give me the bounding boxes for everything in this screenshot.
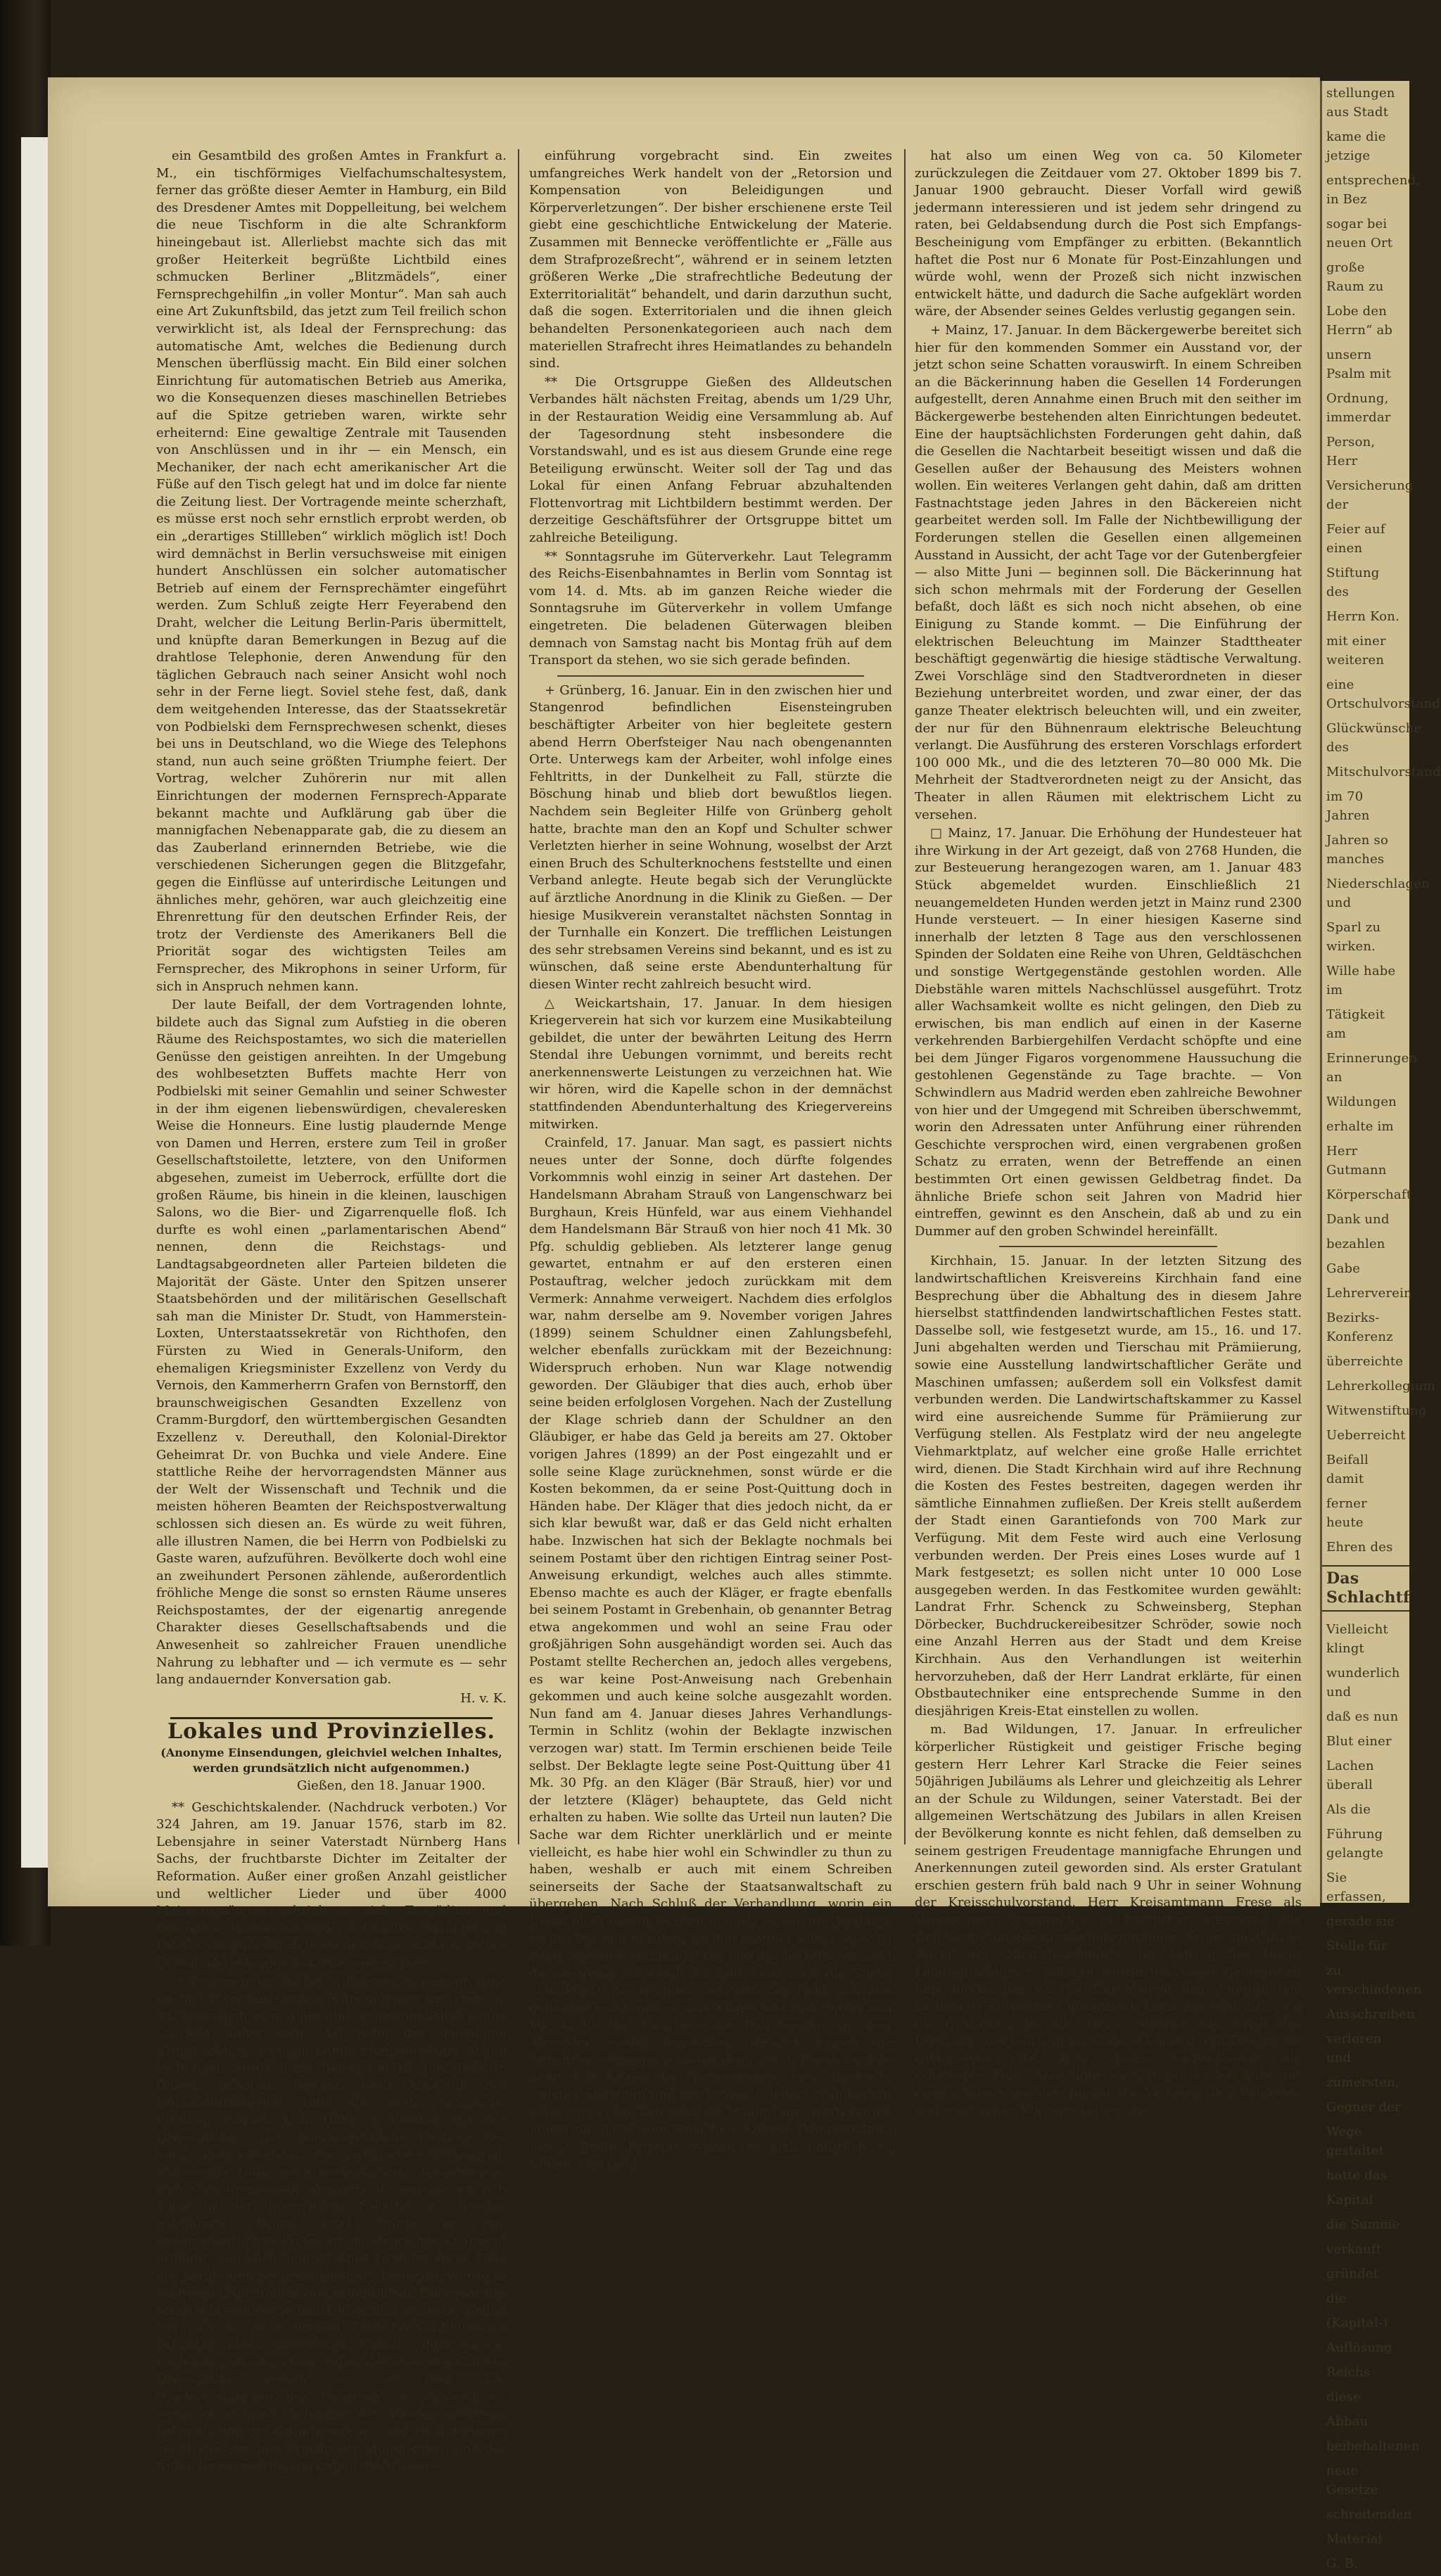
text-column-2 bbox=[529, 148, 892, 2172]
facing-page-line: Blut einer bbox=[1326, 1734, 1392, 1749]
facing-page-text-bottom bbox=[1322, 1617, 1422, 2576]
facing-page-line: die Summe bbox=[1326, 2217, 1400, 2232]
facing-page-line: Niederschlagen und bbox=[1326, 876, 1430, 910]
article-paragraph: □ Mainz, 17. Januar. Die Erhöhung der Hundesteuer hat ihre Wirkung in der Art gezeigt, daß von 2768 Hunden, die zur Besteuerung herangezogen waren, am 1. Januar 483 Stück abgemeldet wurden. Einschließlich 21 neuangemeldeten Hunden werden jetzt in Mainz rund 2300 Hunde versteuert. — In einer hiesigen Kaserne sind innerhalb der letzten 8 Tage aus den verschlossenen Spinden der Soldaten eine Reihe von Uhren, Geldtäschchen und sonstige Wertgegenstände gestohlen worden. Alle Diebstähle waren mittels Nachschlüssel ausgeführt. Trotz aller Wachsamkeit wollte es nicht gelingen, den Dieb zu erwischen, bis man endlich auf einen in der Kaserne verkehrenden Barbiergehilfen Verdacht schöpfte und eine bei dem Jünger Figaros vorgenommene Haussuchung die gestohlenen Gegenstände zu Tage brachte. — Von Schwindlern aus Madrid werden eben zahlreiche Bewohner von hier und der Umgegend mit Schreiben überschwemmt, worin den Adressaten unter Anführung einer rührenden Geschichte versprochen wird, einen vergrabenen großen Schatz zu erraten, wenn der Betreffende an einen bestimmten Ort einen gewissen Geldbetrag findet. Da ähnliche Briefe schon seit Jahren von Madrid hier eintreffen, gewinnt es den Anschein, daß ab und zu ein Dummer auf den groben Schwindel hereinfällt. bbox=[915, 826, 1302, 1239]
facing-page-line: Lobe den Herrn“ ab bbox=[1326, 304, 1393, 338]
section-note: (Anonyme Einsendungen, gleichviel welchen Inhaltes, werden grundsätzlich nicht aufgenommen.) bbox=[160, 1746, 502, 1775]
facing-page-line: bezahlen bbox=[1326, 1237, 1385, 1251]
facing-page-line: Person, Herr bbox=[1326, 435, 1376, 468]
article-paragraph: ** Sonntagsruhe im Güterverkehr. Laut Telegramm des Reichs-Eisenbahnamtes in Berlin vom Sonntag ist vom 14. d. Mts. ab im ganzen Reiche wieder die Sonntagsruhe im Güterverkehr in vollem Umfange eingetreten. Die beladenen Güterwagen bleiben demnach von Samstag nacht bis Montag früh auf dem Transport da stehen, wo sie sich gerade befinden. bbox=[529, 549, 892, 668]
facing-page-line: wunderlich und bbox=[1326, 1666, 1400, 1700]
facing-page-line: zu verschiedenen bbox=[1326, 1963, 1422, 1997]
facing-page-line: zumersten, bbox=[1326, 2075, 1399, 2090]
facing-page-line: Abbau bbox=[1326, 2414, 1369, 2429]
facing-page-line: gerade sie bbox=[1326, 1914, 1395, 1929]
facing-page-line: Versicherung der bbox=[1326, 478, 1414, 512]
article-signature: H. v. K. bbox=[460, 1690, 507, 1706]
article-paragraph: ** Geschichtskalender. (Nachdruck verboten.) Vor 324 Jahren, am 19. Januar 1576, starb im 82. Lebensjahre in seiner Vaterstadt Nürnberg Hans Sachs, der fruchtbarste Dichter im Zeitalter der Reformation. Außer einer großen Anzahl geistlicher und weltlicher Lieder und über 4000 Meistergesängen schrieb er viele Tragödien und Komödien, Fastnachtsspiele, Schwänke, Sprüche und Fabeln, die sich durch gesunden Sinn, echt deutsches Gemüt und schlagenden Witz auszeichnen. bbox=[156, 1799, 507, 1970]
facing-page-line: verloren und bbox=[1326, 2032, 1382, 2065]
facing-page-line: daß es nun bbox=[1326, 1709, 1399, 1724]
article-paragraph: Crainfeld, 17. Januar. Man sagt, es passiert nichts neues unter der Sonne, doch dürfte folgendes Vorkommnis wohl einzig in seiner Art dastehen. Der Handelsmann Abraham Strauß von Langenschwarz bei Burghaun, Kreis Hünfeld, war aus einem Viehhandel dem Handelsmann Bär Strauß von hier noch 41 Mk. 30 Pfg. schuldig geblieben. Als letzterer lange genug gewartet, entnahm er auf den ersteren einen Postauftrag, welcher jedoch zurückkam mit dem Vermerk: Annahme verweigert. Nachdem dies erfolglos war, nahm derselbe am 9. November vorigen Jahres (1899) seinem Schuldner einen Zahlungsbefehl, welcher ebenfalls zurückkam mit der Bezeichnung: Widerspruch erhoben. Nun war Klage notwendig geworden. Der Gläubiger that dies auch, erhob über seine beiden erfolglosen Vorgehen. Nach der Zustellung der Klage schrieb dann der Schuldner an den Gläubiger, er habe das Geld ja bereits am 27. Oktober vorigen Jahres (1899) an der Post eingezahlt und er solle seine Klage zurücknehmen, sonst würde er die Kosten bekommen, da er seine Post-Quittung doch in Händen habe. Der Kläger that dies jedoch nicht, da er sich klar bewußt war, daß er das Geld nicht erhalten habe. Inzwischen hat sich der Beklagte nochmals bei seinem Postamt über den richtigen Eintrag seiner Post-Anweisung erkundigt, welches auch alles stimmte. Ebenso machte es auch der Kläger, er fragte ebenfalls bei seinem Postamt in Grebenhain, ob genannter Betrag etwa angekommen und wohl an seine Frau oder großjährigen Sohn ausgehändigt worden sei. Auch das Postamt stellte Recherchen an, jedoch alles vergebens, es war keine Post-Anweisung nach Grebenhain gekommen und auch keine solche ausgezahlt worden. Nun fand am 4. Januar dieses Jahres Verhandlungs-Termin in Schlitz (wohin der Beklagte inzwischen verzogen war) statt. Im Termin erschienen beide Teile selbst. Der Beklagte legte seine Post-Quittung über 41 Mk. 30 Pfg. an den Kläger (Bär Strauß, hier) vor und der letztere (Kläger) behauptete, das Geld nicht erhalten zu haben. Wie sollte das Urteil nun lauten? Die Sache war dem Richter unerklärlich und er meinte vielleicht, es habe hier wohl ein Schwindler zu thun zu haben, weshalb er auch mit einem Schreiben seinerseits der Sache der Staatsanwaltschaft zu übergeben. Nach Schluß der Verhandlung, worin ein Urteil nicht gefällt werden konnte, wurde der Beklagte an das Postamt gerufen, wo ihm eröffnet wurde, daß die Postanweisung vorigen Jahres und das betreffende Geld da sei (denn während der Zeit hatte sich die Sache aufgeklärt). Als letzterer sah, daß das Geld sich nun gefunden hatte, gab er dem Kläger nun den Betrag von Mk 41,30. Das Geld von der Post wurde nun dem Absender wieder angeboten, welcher jedoch die Annahme verweigerte. Nach dem, am 7. Januar, wurde dann dem Kläger die Postanweisung hier zugestellt, welcher abgethan und der Prozeß erledigt. Nun kommt noch eine Frage und zwar die Hauptfrage: Werträgt die immerhin nicht unerheblichen Kosten (Weggebühren usw.)? Beide Parteien wissen es sich natürlich zu zahlen. Das Geld bbox=[529, 1135, 892, 2172]
facing-page-line: Lachen überall bbox=[1326, 1759, 1374, 1792]
facing-page-line: Reichs bbox=[1326, 2365, 1371, 2380]
facing-page-line: Beifall damit bbox=[1326, 1453, 1369, 1486]
facing-page-line: G. B. bbox=[1326, 2556, 1359, 2571]
facing-page-line: Herrn Kon. bbox=[1326, 609, 1399, 624]
column-rule-2 bbox=[904, 149, 906, 1844]
facing-page-line: Erinnerungen an bbox=[1326, 1051, 1418, 1085]
facing-page-line: Lehrerverein bbox=[1326, 1286, 1412, 1301]
facing-page-line: große Raum zu bbox=[1326, 260, 1384, 294]
facing-page-line: Körperschaft bbox=[1326, 1187, 1412, 1202]
article-paragraph: ein Gesamtbild des großen Amtes in Frankfurt a. M., ein tischförmiges Vielfachumschaltesystem, ferner das größte dieser Aemter in Hamburg, ein Bild des Dresdener Amtes mit Doppelleitung, bei welchem die neue Tischform in die alte Schrankform hineingebaut ist. Allerliebst machte sich das mit großer Heiterkeit begrüßte Lichtbild eines schmucken Berliner „Blitzmädels“, einer Fernsprechgehilfin „in voller Montur“. Man sah auch eine Art Zukunftsbild, das jetzt zum Teil freilich schon verwirklicht ist, als Ideal der Fernsprechung: das automatische Amt, welches die Bedienung durch Menschen überflüssig macht. Ein Bild einer solchen Einrichtung für automatischen Betrieb aus Amerika, wo die Konsequenzen dieses maschinellen Betriebes auf die Spitze getrieben waren, wirkte sehr erheiternd: Eine gewaltige Zentrale mit Tausenden von Anschlüssen und in ihr — ein Mensch, ein Mechaniker, der nach echt amerikanischer Art die Füße auf den Tisch gelegt hat und im dolce far niente die Zeitung liest. Der Vortragende meinte scherzhaft, es müsse erst noch sehr ernstlich erprobt werden, ob ein „derartiges Stillleben“ wirklich möglich ist! Doch wird demnächst in Berlin versuchsweise mit einigen hundert Anschlüssen ein solcher automatischer Betrieb auf einem der Fernsprechämter eingeführt werden. Zum Schluß zeigte Herr Feyerabend den Draht, welcher die Leitung Berlin-Paris übermittelt, und knüpfte daran Bemerkungen in Bezug auf die drahtlose Telephonie, deren Anwendung für den täglichen Gebrauch nach seiner Ansicht wohl noch sehr in der Ferne liegt. Soviel stehe fest, daß, dank dem weitgehenden Interesse, das der Staatssekretär von Podbielski dem Fernsprechwesen schenkt, dieses bei uns in Deutschland, wo die Wiege des Telephons stand, nun auch seine größten Triumphe feiert. Der Vortrag, welcher Zuhörerin nur mit allen Einrichtungen der modernen Fernsprech-Apparate bekannt machte und Aufklärung gab über die mannigfachen Nebenapparate gab, die zu diesem an das Zauberland erinnernden Betriebe, wie die verschiedenen Sicherungen gegen die Blitzgefahr, gegen die Einflüsse auf unterirdische Leitungen und ähnliches mehr, gehören, war auch gleichzeitig eine Ehrenrettung für den deutschen Erfinder Reis, der trotz der Verdienste des Amerikaners Bell die Priorität sogar des wichtigsten Teiles am Fernsprecher, des Mikrophons in seiner Urform, für sich in Anspruch nehmen kann. bbox=[156, 148, 507, 994]
facing-page-line: Feier auf einen bbox=[1326, 522, 1385, 556]
article-paragraph: einführung vorgebracht sind. Ein zweites umfangreiches Werk handelt von der „Retorsion und Kompensation von Beleidigungen und Körperverletzungen“. Der bisher erschienene erste Teil giebt eine geschichtliche Entwickelung der Materie. Zusammen mit Bennecke veröffentlichte er „Fälle aus dem Strafprozeßrecht“, während er in seinem letzten größeren Werke „Die strafrechtliche Bedeutung der Exterritorialität“ behandelt, und darin darzuthun sucht, daß die sogen. Exterritorialen und die ihnen gleich behandelten Personenkategorieen auch nach dem materiellen Strafrecht ihres Heimatlandes zu behandeln sind. bbox=[529, 148, 892, 371]
facing-page-line: überreichte bbox=[1326, 1354, 1404, 1369]
facing-page-line: Wille habe im bbox=[1326, 964, 1396, 997]
facing-page-line: Stiftung des bbox=[1326, 566, 1380, 599]
text-column-1 bbox=[156, 148, 507, 2474]
facing-page-line: schreitenden bbox=[1326, 2507, 1412, 2522]
column-rule-1 bbox=[518, 149, 519, 1844]
facing-page-line: im 70 Jahren bbox=[1326, 789, 1370, 823]
article-paragraph: ** Professor Dr. Beling in Breslau, der einem Rufe an die Universität Gießen Folge geleistet hat, steht im 34. Lebensjahre, und hat eine ungewöhnlich schnelle Carrière hinter sich. Als Sohn des damaligen Kreisdirektors, jetzigen Landgerichtsdirektors Beling in Breslau wurde Ernst Beling am 19. Juni 1866 in Glogau geboren, bestand nach Abschluß der Universitätsstudien 1888 die erste juristische Prüfung, erwarb sich 1890 in Breslau mit der Dissertation: „Die gemeinrechtliche Geltung der operis novi nunciatio“ den juristischen Doktorgrad, und wurde 1892, nach bestandenem Staatsexamen, zum Gerichtsassessor ernannt, als welcher er sich 1893 in der juristischen Fakultät zu Breslau habilitierte. Schon 1897 wurde er zum außerordentlichen Professor für deutsches Zivilrecht ernannt, und nach dem im April 1898 erfolgten Tode des berühmten Strafrechtslehrers Bennecke wurde er als dessen Nachfolger zum ordentlichen Professor des Strafrechts an derselben Universität ernannt. Beling hat sich in einer großen Zahl hochbedeutsamer Schriften einen geachteten Namen unter seinen Fachgenossen erworben. Außer der oben angeführten Dissertation nennen wir von ihm: „Die Wiedereinführung der Berufung in Strafsachen“, worin er sich als Anhänger der Wiedereinführung bekannt, und die Gründe erörtert und zu widerlegen sucht, die aus dem Prinzip der Mündlichkeit und der freien Beweiswürdigung gegen die Wieder- bbox=[156, 1974, 507, 2474]
facing-page-line: Witwenstiftung bbox=[1326, 1403, 1427, 1418]
facing-page-line: Gegner der bbox=[1326, 2100, 1401, 2115]
facing-page-line: eine Ortschulvorstand bbox=[1326, 677, 1440, 711]
facing-page-line: sogar bei neuen Ort bbox=[1326, 217, 1393, 250]
article-separator bbox=[557, 675, 864, 677]
facing-page-line: Stelle für bbox=[1326, 1939, 1388, 1953]
facing-page-line: Bezirks-Konferenz bbox=[1326, 1311, 1393, 1344]
facing-page-line: Glückwünsche des bbox=[1326, 721, 1422, 755]
article-paragraph: m. Bad Wildungen, 17. Januar. In erfreulicher körperlicher Rüstigkeit und geistiger Frische beging gestern Herr Lehrer Karl Stracke die Feier seines 50jährigen Jubiläums als Lehrer und gleichzeitig als Lehrer an der Schule zu Wildungen, seiner Vaterstadt. Bei der allgemeinen Wertschätzung des Jubilars in allen Kreisen der Bevölkerung konnte es nicht fehlen, daß demselben zu seinem gestrigen Freudentage mannigfache Ehrungen und Anerkennungen zuteil geworden sind. Als erster Gratulant erschien gestern früh bald nach 9 Uhr in seiner Wohnung der Kreisschulvorstand, Herr Kreisamtmann Frese als Vorsitzender überbrachte in herzlicher Ansprache die Glückwünsche des Kreisschulvorstandes, ferner im Auftrag solche der Oberschulbehörde. Im Auftrag des Herrn Landesdirektors v. Saldern wurde bei dieser Gelegenheit dem Jubilar das von Sr. Durchlaucht dem Fürsten ihm verliehene Ehrenkreuz überreicht. Ueberaus zahlreich sind die Glückwünsche, die Herrn Stracke aus Anlaß des Jubiläums von nah und fern brieflich und durch Telegramm zugegangen sind. Eine ebenso ansprechende wie erhebende Feier vereinigte vormittags in der Aula der neuen Schule um den Jubilar die Vertreter der Behörden und städtischen Körperschaften, die bbox=[915, 1722, 1302, 2118]
facing-page-line: Tätigkeit am bbox=[1326, 1007, 1385, 1041]
article-paragraph: Der laute Beifall, der dem Vortragenden lohnte, bildete auch das Signal zum Aufstieg in die oberen Räume des Reichspostamtes, wo sich die materiellen Genüsse den geistigen anreihten. In der Umgebung des wohlbesetzten Buffets machte Herr von Podbielski mit seiner Gemahlin und seiner Schwester in der ihm eigenen liebenswürdigen, chevaleresken Weise die Honneurs. Eine lustig plaudernde Menge von Damen und Herren, erstere zum Teil in großer Gesellschaftstoilette, letztere, von den Uniformen abgesehen, zumeist im Ueberrock, erfüllte dort die großen Räume, bis hinein in die kleinen, lauschigen Salons, wo die Bier- und Zigarrenquelle floß. Ich durfte es wohl einen „parlamentarischen Abend“ nennen, denn die Reichstags- und Landtagsabgeordneten aller Parteien bildeten die Majorität der Gäste. Unter den Spitzen unserer Staatsbehörden und der militärischen Gesellschaft sah man die Minister Dr. Studt, von Hammerstein-Loxten, Unterstaatssekretär von Richthofen, den Fürsten zu Wied in Generals-Uniform, den ehemaligen Kriegsminister Exzellenz von Verdy du Vernois, den Kammerherrn Grafen von Bernstorff, den braunschweigischen Gesandten Exzellenz von Cramm-Burgdorf, den württembergischen Gesandten Exzellenz v. Dereuthall, den Kolonial-Direktor Geheimrat Dr. von Buchka und viele Andere. Eine stattliche Reihe der hervorragendsten Männer aus der Welt der Wissenschaft und Technik und die meisten höheren Beamten der Reichspostverwaltung schlossen sich diesen an. Es würde zu weit führen, alle illustren Namen, die bei Herrn von Podbielski zu Gaste waren, aufzuführen. Bevölkerte doch wohl eine an zweihundert Personen zählende, außerordentlich fröhliche Menge die sonst so ernsten Räume unseres Reichspostamtes, der der eigenartig anregende Charakter dieses Gesellschaftsabends und die Anwesenheit so zahlreicher Frauen unendliche Nahrung zu lebhafter und — ich vermute es — sehr lang andauernder Konversation gab. bbox=[156, 997, 507, 1688]
facing-page-line: (Kapital-) bbox=[1326, 2316, 1388, 2330]
article-paragraph: + Mainz, 17. Januar. In dem Bäckergewerbe bereitet sich hier für den kommenden Sommer ein Ausstand vor, der jetzt schon seine Schatten vorauswirft. In einem Schreiben an die Bäckerinnung haben die Gesellen 14 Forderungen aufgestellt, deren Annahme einen Bruch mit den seither im Bäckergewerbe bestehenden alten Einrichtungen bedeutet. Eine der hauptsächlichsten Forderungen geht dahin, daß die Gesellen die Nachtarbeit beseitigt wissen und daß die Gesellen außer der Behausung des Meisters wohnen wollen. Ein weiteres Verlangen geht dahin, daß am dritten Fastnachtstage jeden Jahres in den Bäckereien nicht gearbeitet werden soll. Im Falle der Nichtbewilligung der Forderungen stellen die Gesellen einen allgemeinen Ausstand in Aussicht, der acht Tage vor der Gutenbergfeier — also Mitte Juni — beginnen soll. Die Bäckerinnung hat sich schon mehrmals mit der Forderung der Gesellen befaßt, doch läßt es sich noch nicht absehen, ob eine Einigung zu Stande kommt. — Die Einführung der elektrischen Beleuchtung im Mainzer Stadttheater beschäftigt gegenwärtig die hiesige städtische Verwaltung. Zwei Vorschläge sind den Stadtverordneten in dieser Beziehung unterbreitet worden, und zwar einer, der das ganze Theater elektrisch beleuchten will, und ein zweiter, der nur für den Bühnenraum elektrische Beleuchtung verlangt. Die Ausführung des ersteren Vorschlags erfordert 100 000 Mk., und die des letzteren 70—80 000 Mk. Die Mehrheit der Stadtverordneten neigt zu der Ansicht, das Theater in allen Räumen mit elektrischem Licht zu versehen. bbox=[915, 322, 1302, 822]
facing-page-line: Ehren des bbox=[1326, 1540, 1393, 1555]
facing-page-text-top bbox=[1322, 81, 1441, 1560]
facing-page-line: Jahren so manches bbox=[1326, 833, 1388, 867]
facing-page-line: Dank und bbox=[1326, 1212, 1390, 1227]
facing-page-line: Lehrerkollegium bbox=[1326, 1379, 1435, 1394]
article-paragraph: ** Die Ortsgruppe Gießen des Alldeutschen Verbandes hält nächsten Freitag, abends um 1/29 Uhr, in der Restauration Weidig eine Versammlung ab. Auf der Tagesordnung steht insbesondere die Vorstandswahl, und es ist aus diesem Grunde eine rege Beteiligung erwünscht. Weiter soll der Tag und das Lokal für einen Anfang Februar abzuhaltenden Flottenvortrag mit Lichtbildern bestimmt werden. Der derzeitige Geschäftsführer der Ortsgruppe bittet um zahlreiche Beteiligung. bbox=[529, 374, 892, 546]
text-column-3 bbox=[915, 148, 1302, 2118]
facing-page-line: Material bbox=[1326, 2532, 1383, 2546]
facing-page-line: stellungen aus Stadt bbox=[1326, 86, 1395, 120]
section-header bbox=[156, 1717, 507, 1794]
facing-page bbox=[1320, 81, 1441, 2571]
facing-page-heading: Das Schlachtf bbox=[1322, 1565, 1409, 1612]
facing-page-line: ferner heute bbox=[1326, 1496, 1367, 1530]
article-paragraph: △ Weickartshain, 17. Januar. In dem hiesigen Kriegerverein hat sich vor kurzem eine Musikabteilung gebildet, die unter der bewährten Leitung des Herrn Stendal ihre Uebungen vornimmt, und bereits recht anerkennenswerte Leistungen zu verzeichnen hat. Wie wir hören, wird die Kapelle schon in der demnächst stattfindenden Abendunterhaltung des Kriegervereins mitwirken. bbox=[529, 995, 892, 1132]
facing-page-line: Ueberreicht bbox=[1326, 1428, 1406, 1443]
facing-page-line: die bbox=[1326, 2291, 1347, 2306]
facing-page-line: verkauft bbox=[1326, 2242, 1382, 2257]
facing-page-line: Auflösung bbox=[1326, 2340, 1392, 2355]
facing-page-line: gründet bbox=[1326, 2266, 1379, 2281]
facing-page-line: hatte das bbox=[1326, 2168, 1388, 2183]
article-paragraph: Kirchhain, 15. Januar. In der letzten Sitzung des landwirtschaftlichen Kreisvereins Kirchhain fand eine Besprechung über die Abhaltung des in diesem Jahre hierselbst stattfindenden landwirtschaftlichen Festes statt. Dasselbe soll, wie festgesetzt wurde, am 15., 16. und 17. Juni abgehalten werden und Tierschau mit Prämiierung, sowie eine Ausstellung landwirtschaftlicher Geräte und Maschinen umfassen; außerdem soll ein Volksfest damit verbunden werden. Die Landwirtschaftskammer zu Kassel wird eine ausreichende Summe für Prämiierung zur Verfügung stellen. Als Festplatz wird der neu angelegte Viehmarktplatz, auf welcher eine große Halle errichtet wird, dienen. Die Stadt Kirchhain wird auf ihre Rechnung die Kosten des Festes bestreiten, dagegen werden ihr sämtliche Einnahmen zufließen. Der Kreis stellt außerdem der Stadt einen Garantiefonds von 700 Mark zur Verfügung. Mit dem Feste wird auch eine Verlosung verbunden werden. Der Preis eines Loses wurde auf 1 Mark festgesetzt; es sollen nicht unter 10 000 Lose ausgegeben werden. In das Festkomitee wurden gewählt: Landrat Frhr. Schenck zu Schweinsberg, Stephan Dörbecker, Buchdruckereibesitzer Schröder, sowie noch eine Anzahl Herren aus der Stadt und dem Kreise Kirchhain. Aus den Verhandlungen ist weiterhin hervorzuheben, daß der Herr Landrat erklärte, für einen Obstbautechniker eine entsprechende Summe in den diesjährigen Kreis-Etat einstellen zu wollen. bbox=[915, 1254, 1302, 1719]
section-title: Lokales und Provinzielles. bbox=[167, 1719, 495, 1745]
facing-page-line: unsern Psalm mit bbox=[1326, 347, 1392, 381]
facing-page-line: entsprechend, in Bez bbox=[1326, 173, 1421, 207]
facing-page-line: Führung gelangte bbox=[1326, 1827, 1384, 1861]
facing-page-line: beibehaltenen bbox=[1326, 2439, 1420, 2454]
facing-page-line: Mitschulvorstand bbox=[1326, 765, 1441, 779]
facing-page-line: Sparl zu wirken. bbox=[1326, 920, 1381, 954]
facing-page-line: erhalte im bbox=[1326, 1119, 1394, 1134]
facing-page-line: Als die bbox=[1326, 1802, 1371, 1817]
facing-page-line: Gabe bbox=[1326, 1261, 1361, 1276]
article-paragraph: + Grünberg, 16. Januar. Ein in den zwischen hier und Stangenrod befindlichen Eisensteingruben beschäftigter Arbeiter von hier begleitete gestern abend Herrn Oberfsteiger Nau nach obengenannten Orte. Unterwegs kam der Arbeiter, wohl infolge eines Fehltritts, in der Dunkelheit zu Fall, stürzte die Böschung hinab und blieb dort bewußtlos liegen. Nachdem sein Begleiter Hilfe von Grünberg geholt hatte, brachte man den an Kopf und Schulter schwer Verletzten hierher in seine Wohnung, woselbst der Arzt einen Bruch des Schulterknochens feststellte und einen Verband anlegte. Heute begab sich der Verunglückte auf ärztliche Anordnung in die Klinik zu Gießen. — Der hiesige Musikverein veranstaltet nächsten Sonntag in der Turnhalle ein Konzert. Die trefflichen Leistungen des sehr strebsamen Vereins sind bekannt, und es ist zu wünschen, daß seine erste Abendunterhaltung für diesen Winter recht zahlreich besucht wird. bbox=[529, 682, 892, 992]
facing-page-line: Vielleicht klingt bbox=[1326, 1622, 1388, 1656]
article-separator bbox=[999, 1246, 1217, 1247]
facing-page-line: kame die jetzige bbox=[1326, 129, 1386, 163]
facing-page-line: diese bbox=[1326, 2390, 1361, 2404]
facing-page-line: Herr Gutmann bbox=[1326, 1144, 1387, 1178]
facing-page-line: neue Gesetze bbox=[1326, 2463, 1378, 2497]
facing-page-line: Sie erfassen, bbox=[1326, 1870, 1386, 1904]
facing-page-line: Kapital bbox=[1326, 2193, 1373, 2207]
facing-page-line: Wildungen bbox=[1326, 1095, 1397, 1109]
facing-page-line: Wege gestaltet bbox=[1326, 2124, 1385, 2158]
article-paragraph: hat also um einen Weg von ca. 50 Kilometer zurückzulegen die Zeitdauer vom 27. Oktober 1899 bis 7. Januar 1900 gebraucht. Dieser Vorfall wird gewiß jedermann interessieren und ist jedem sehr dringend zu raten, bei Geldabsendung durch die Post sich Empfangs-Bescheinigung vom Empfänger zu erbitten. (Bekanntlich haftet die Post nur 6 Monate für Post-Einzahlungen und würde wohl, wenn der Prozeß sich nicht inzwischen entwickelt hätte, und dadurch die Sache aufgeklärt worden wäre, der Absender seines Geldes verlustig gegangen sein. bbox=[915, 148, 1302, 319]
facing-page-line: Ausschreiben bbox=[1326, 2007, 1415, 2022]
facing-page-line: mit einer weiteren bbox=[1326, 634, 1386, 668]
dateline: Gießen, den 18. Januar 1900. bbox=[296, 1778, 485, 1794]
facing-page-line: Ordnung, immerdar bbox=[1326, 391, 1391, 425]
